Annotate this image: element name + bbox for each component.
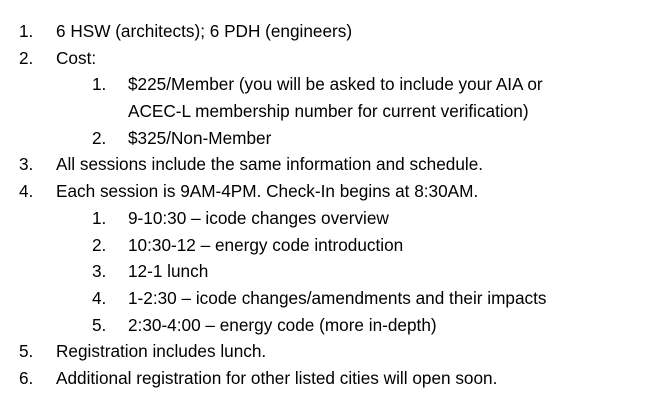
list-text: Each session is 9AM-4PM. Check-In begins at 8:30AM.	[56, 181, 479, 202]
sublist-item-schedule-3	[0, 258, 653, 285]
sublist-number: 2.	[92, 127, 107, 148]
list-item-schedule	[0, 178, 653, 205]
event-details-list	[0, 18, 653, 392]
list-item-credits	[0, 18, 653, 45]
sublist-item-schedule-2	[0, 232, 653, 259]
sublist-item-member-price	[0, 71, 653, 98]
list-number: 6.	[19, 367, 34, 388]
sublist-text: 12-1 lunch	[128, 261, 209, 282]
list-text: Cost:	[56, 47, 97, 68]
sublist-item-schedule-4	[0, 285, 653, 312]
list-number: 4.	[19, 181, 34, 202]
sublist-item-schedule-1	[0, 205, 653, 232]
list-item-lunch	[0, 338, 653, 365]
sublist-text: 1-2:30 – icode changes/amendments and their impacts	[128, 287, 547, 308]
sublist-text: 9-10:30 – icode changes overview	[128, 207, 389, 228]
sublist-number: 1.	[92, 74, 107, 95]
sublist-number: 3.	[92, 261, 107, 282]
list-number: 3.	[19, 154, 34, 175]
sublist-text: $325/Non-Member	[128, 127, 272, 148]
list-item-sessions-same	[0, 151, 653, 178]
sublist-item-member-price-continued	[0, 98, 653, 125]
sublist-number: 4.	[92, 287, 107, 308]
list-item-additional-registration	[0, 365, 653, 392]
sublist-item-nonmember-price	[0, 125, 653, 152]
sublist-text: 2:30-4:00 – energy code (more in-depth)	[128, 314, 437, 335]
list-number: 2.	[19, 47, 34, 68]
list-number: 1.	[19, 21, 34, 41]
sublist-text: 10:30-12 – energy code introduction	[128, 234, 404, 255]
list-text: All sessions include the same information and schedule.	[56, 154, 484, 175]
sublist-item-schedule-5	[0, 312, 653, 339]
list-number: 5.	[19, 341, 34, 362]
list-text: 6 HSW (architects); 6 PDH (engineers)	[56, 21, 353, 41]
sublist-number: 2.	[92, 234, 107, 255]
list-item-cost	[0, 45, 653, 72]
sublist-number: 5.	[92, 314, 107, 335]
sublist-number: 1.	[92, 207, 107, 228]
sublist-text: $225/Member (you will be asked to include your AIA or	[128, 74, 543, 95]
sublist-text-continued: ACEC-L membership number for current verification)	[128, 101, 529, 122]
list-text: Additional registration for other listed cities will open soon.	[56, 367, 498, 388]
list-text: Registration includes lunch.	[56, 341, 267, 362]
